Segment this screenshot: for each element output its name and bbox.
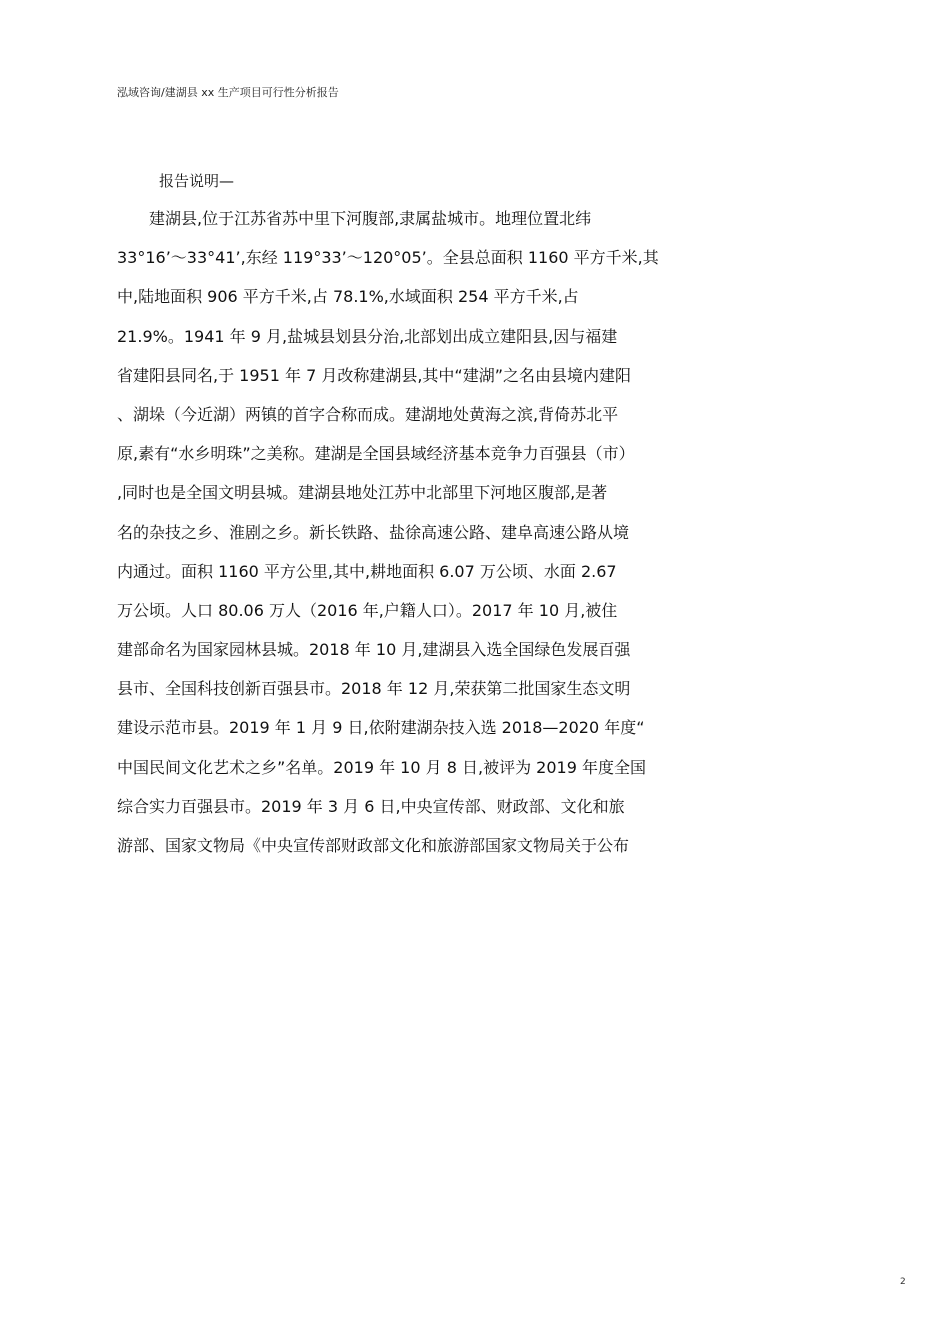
body-line: 33°16’～33°41’,东经 119°33’～120°05’。全县总面积 1160 平方千米,其 [117, 248, 659, 268]
body-line: 中国民间文化艺术之乡”名单。2019 年 10 月 8 日,被评为 2019 年度全国 [117, 757, 646, 777]
running-header: 泓域咨询/建湖县 xx 生产项目可行性分析报告 [117, 86, 339, 99]
body-line: ,同时也是全国文明县城。建湖县地处江苏中北部里下河地区腹部,是著 [117, 483, 608, 503]
body-line: 县市、全国科技创新百强县市。2018 年 12 月,荣获第二批国家生态文明 [117, 679, 631, 699]
body-paragraph [117, 207, 717, 873]
section-heading: 报告说明— [159, 172, 235, 190]
body-line: 建湖县,位于江苏省苏中里下河腹部,隶属盐城市。地理位置北纬 [149, 209, 592, 228]
page-number: 2 [900, 1277, 906, 1287]
body-line: 中,陆地面积 906 平方千米,占 78.1%,水域面积 254 平方千米,占 [117, 287, 579, 307]
body-line: 建设示范市县。2019 年 1 月 9 日,依附建湖杂技入选 2018—2020 年度“ [117, 718, 645, 738]
body-line: 原,素有“水乡明珠”之美称。建湖是全国县域经济基本竞争力百强县（市） [117, 444, 635, 464]
body-line: 内通过。面积 1160 平方公里,其中,耕地面积 6.07 万公顷、水面 2.67 [117, 561, 617, 581]
body-line: 名的杂技之乡、淮剧之乡。新长铁路、盐徐高速公路、建阜高速公路从境 [117, 522, 630, 542]
body-line: 21.9%。1941 年 9 月,盐城县划县分治,北部划出成立建阳县,因与福建 [117, 326, 618, 346]
body-line: 万公顷。人口 80.06 万人（2016 年,户籍人口）。2017 年 10 月,被住 [117, 600, 618, 620]
body-line: 、湖垛（今近湖）两镇的首字合称而成。建湖地处黄海之滨,背倚苏北平 [117, 404, 619, 424]
body-line: 游部、国家文物局《中央宣传部财政部文化和旅游部国家文物局关于公布 [117, 836, 630, 855]
body-line: 建部命名为国家园林县城。2018 年 10 月,建湖县入选全国绿色发展百强 [117, 640, 631, 660]
body-line: 综合实力百强县市。2019 年 3 月 6 日,中央宣传部、财政部、文化和旅 [117, 796, 625, 816]
body-line: 省建阳县同名,于 1951 年 7 月改称建湖县,其中“建湖”之名由县境内建阳 [117, 365, 631, 385]
